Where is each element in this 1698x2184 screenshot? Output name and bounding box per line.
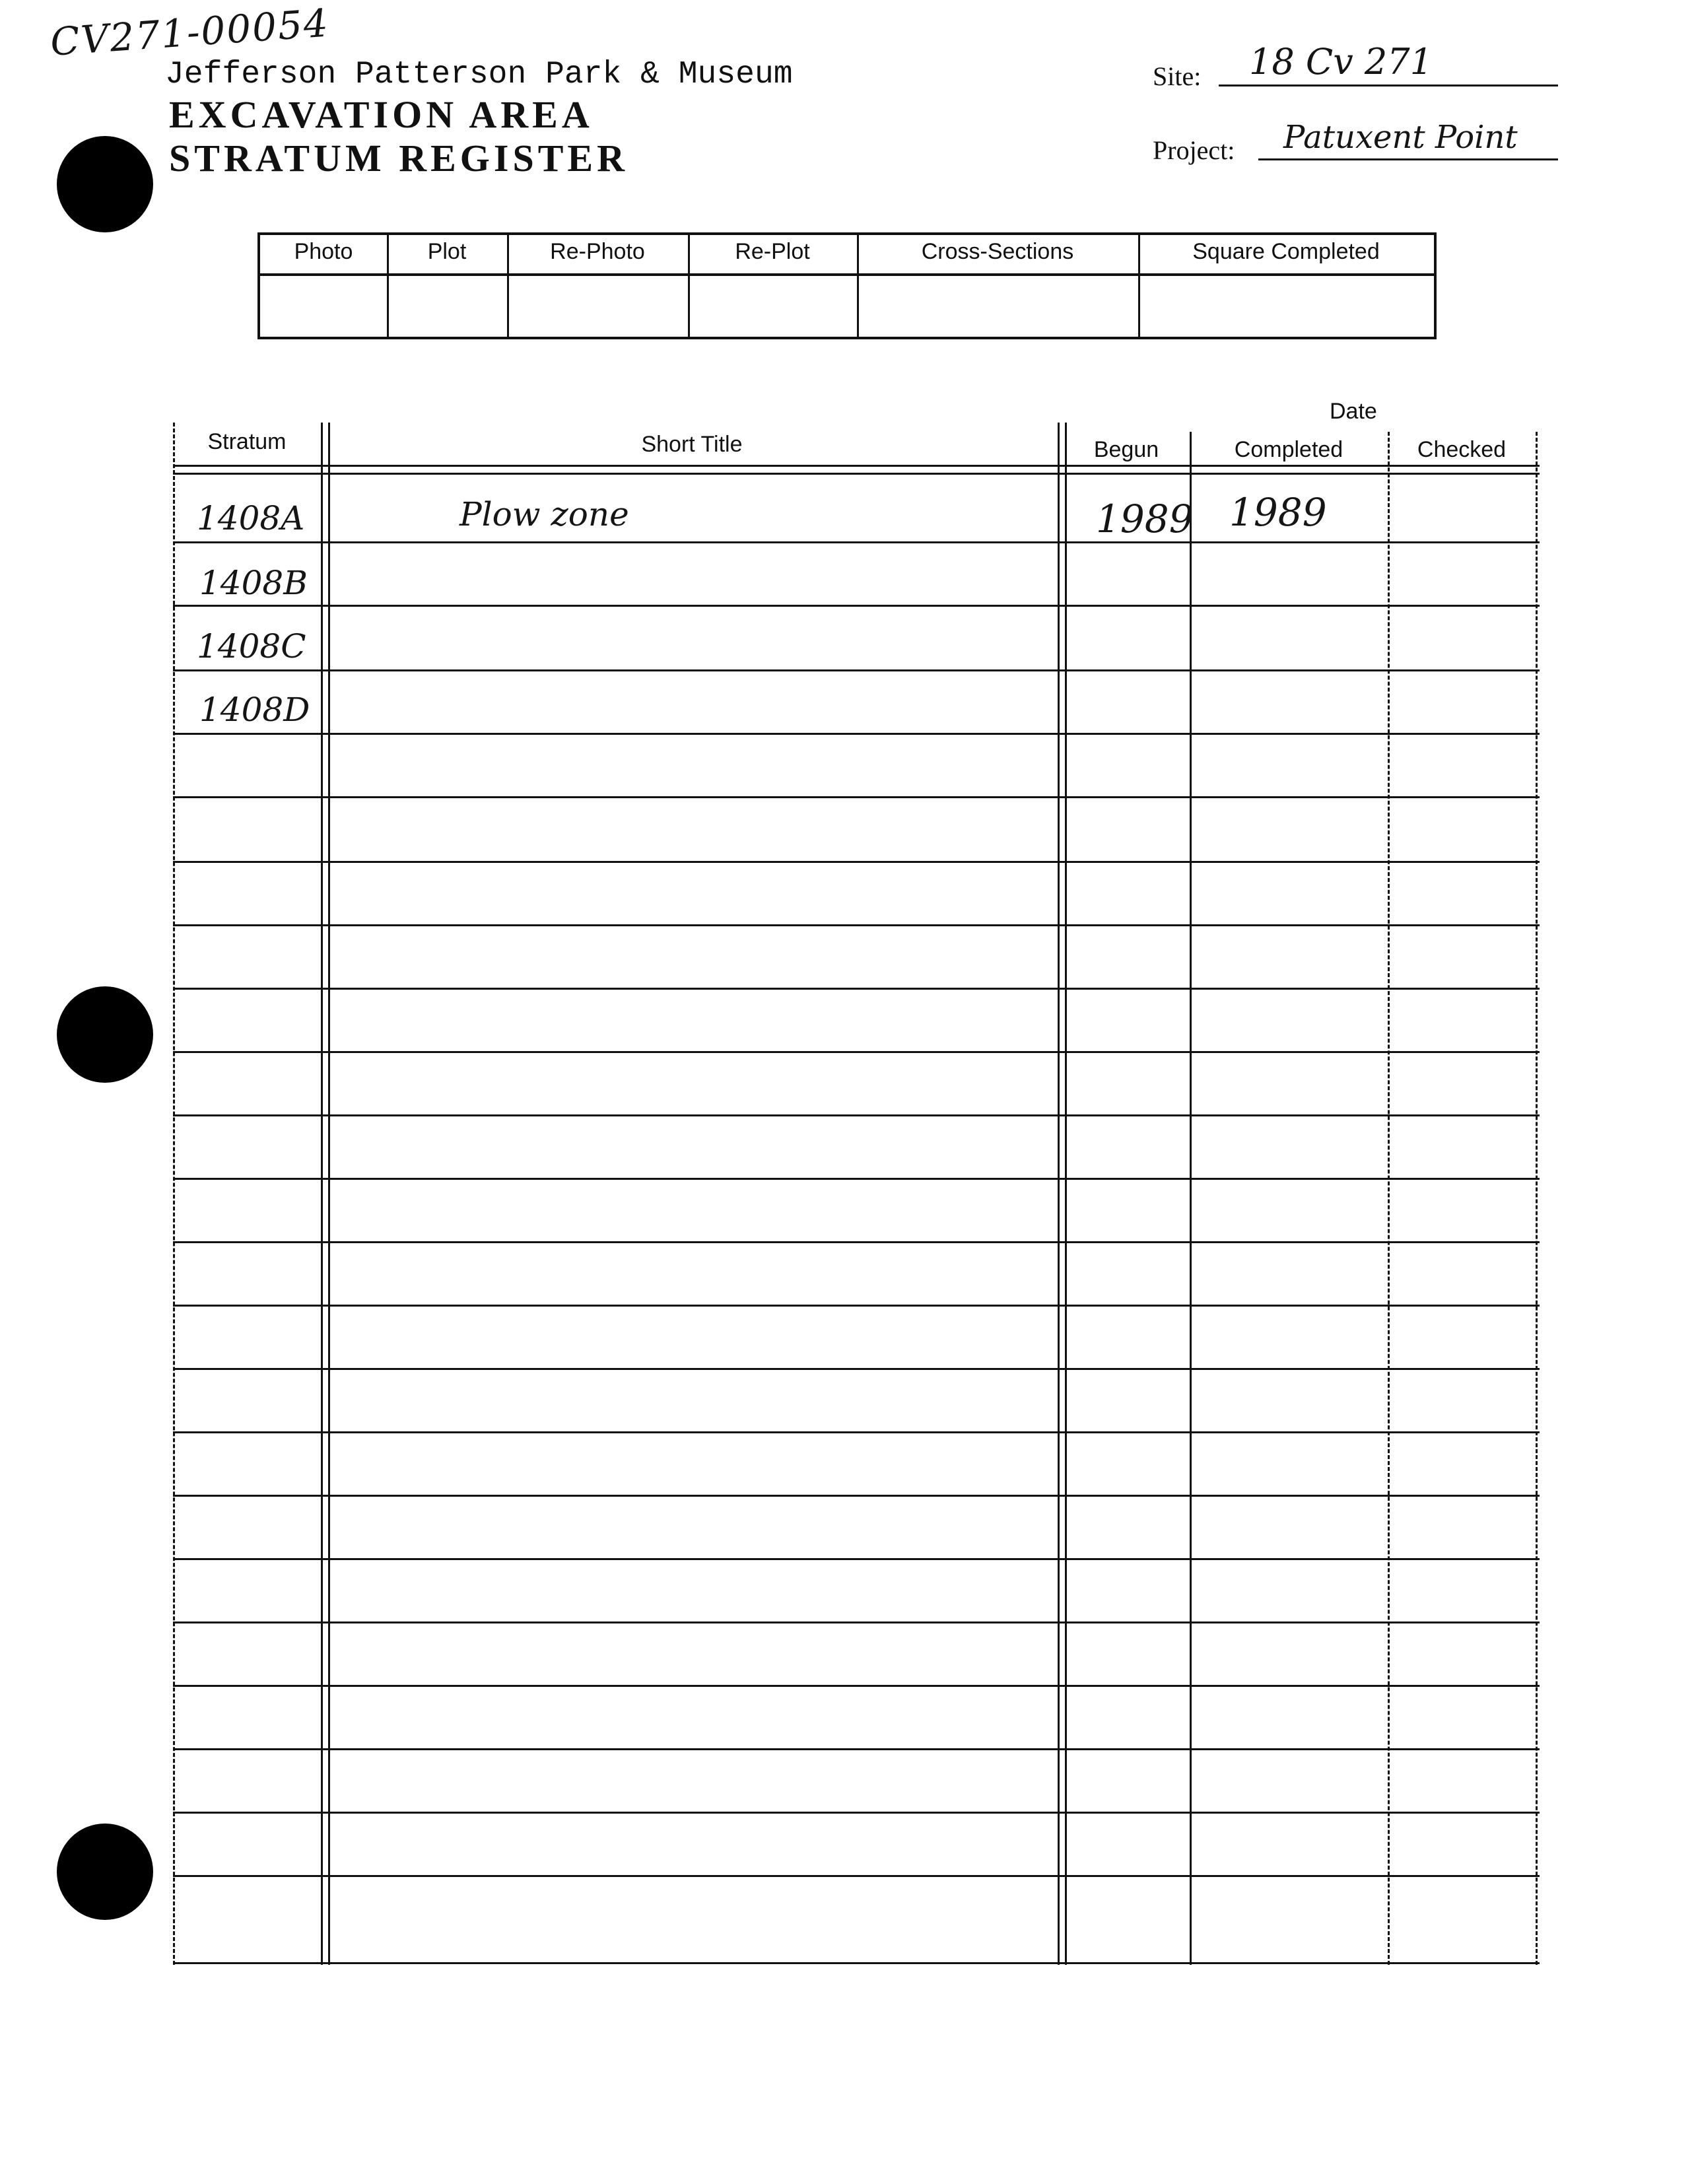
row-1-stratum: 1408A <box>197 499 305 537</box>
register-left-border <box>173 423 175 1965</box>
site-underline <box>1219 85 1558 86</box>
project-underline <box>1258 158 1558 160</box>
row-rule <box>173 1178 1540 1180</box>
register-right-border <box>1536 432 1538 1965</box>
header-rule <box>173 465 1540 467</box>
register-col-divider-double <box>321 423 330 1965</box>
register-col-divider-double <box>1058 423 1067 1965</box>
row-3-stratum: 1408C <box>197 627 306 665</box>
row-rule <box>173 1114 1540 1116</box>
row-rule <box>173 1558 1540 1560</box>
institution-name: Jefferson Patterson Park & Museum <box>165 57 793 92</box>
row-rule <box>173 733 1540 735</box>
row-2-stratum: 1408B <box>199 564 308 602</box>
document-code: CV271-00054 <box>49 0 331 65</box>
row-rule <box>173 924 1540 926</box>
row-rule <box>173 1621 1540 1623</box>
row-rule <box>173 1962 1540 1964</box>
site-value: 18 Cv 271 <box>1249 41 1433 83</box>
status-col-rephoto: Re-Photo <box>550 239 645 264</box>
row-rule <box>173 1495 1540 1497</box>
status-col-cross-sections: Cross-Sections <box>921 239 1074 264</box>
project-value: Patuxent Point <box>1283 119 1518 156</box>
project-label: Project: <box>1153 135 1235 165</box>
row-rule <box>173 1051 1540 1053</box>
row-rule <box>173 796 1540 798</box>
punch-hole-bottom <box>57 1824 153 1920</box>
col-header-date: Date <box>1330 399 1377 424</box>
form-title-line2: STRATUM REGISTER <box>169 137 628 180</box>
header-rule <box>173 473 1540 475</box>
row-rule <box>173 1431 1540 1433</box>
register-col-divider <box>1190 432 1192 1965</box>
row-rule <box>173 605 1540 607</box>
row-1-short-title: Plow zone <box>459 495 629 533</box>
col-header-checked: Checked <box>1417 437 1507 462</box>
status-header-divider <box>260 273 1434 276</box>
status-checklist-table <box>257 232 1437 339</box>
status-col-square-completed: Square Completed <box>1192 239 1380 264</box>
col-header-stratum: Stratum <box>207 429 287 454</box>
row-rule <box>173 1685 1540 1687</box>
form-title-line1: EXCAVATION AREA <box>169 93 594 136</box>
site-label: Site: <box>1153 61 1202 91</box>
register-col-divider <box>1388 432 1390 1965</box>
stratum-register-table <box>173 399 1540 1965</box>
row-rule <box>173 988 1540 990</box>
col-header-short-title: Short Title <box>641 432 743 457</box>
row-rule <box>173 1875 1540 1877</box>
row-rule <box>173 1368 1540 1370</box>
row-rule <box>173 669 1540 671</box>
punch-hole-middle <box>57 986 153 1083</box>
row-rule <box>173 1241 1540 1243</box>
status-col-plot: Plot <box>427 239 467 264</box>
row-1-date-completed: 1989 <box>1229 490 1327 535</box>
row-rule <box>173 1812 1540 1814</box>
col-header-begun: Begun <box>1093 437 1159 462</box>
row-1-date-begun: 1989 <box>1096 496 1194 541</box>
row-rule <box>173 861 1540 863</box>
row-rule <box>173 1305 1540 1307</box>
row-rule <box>173 1748 1540 1750</box>
status-col-photo: Photo <box>294 239 353 264</box>
row-rule <box>173 541 1540 543</box>
row-4-stratum: 1408D <box>199 691 310 729</box>
status-col-replot: Re-Plot <box>735 239 810 264</box>
punch-hole-top <box>57 136 153 232</box>
col-header-completed: Completed <box>1234 437 1343 462</box>
